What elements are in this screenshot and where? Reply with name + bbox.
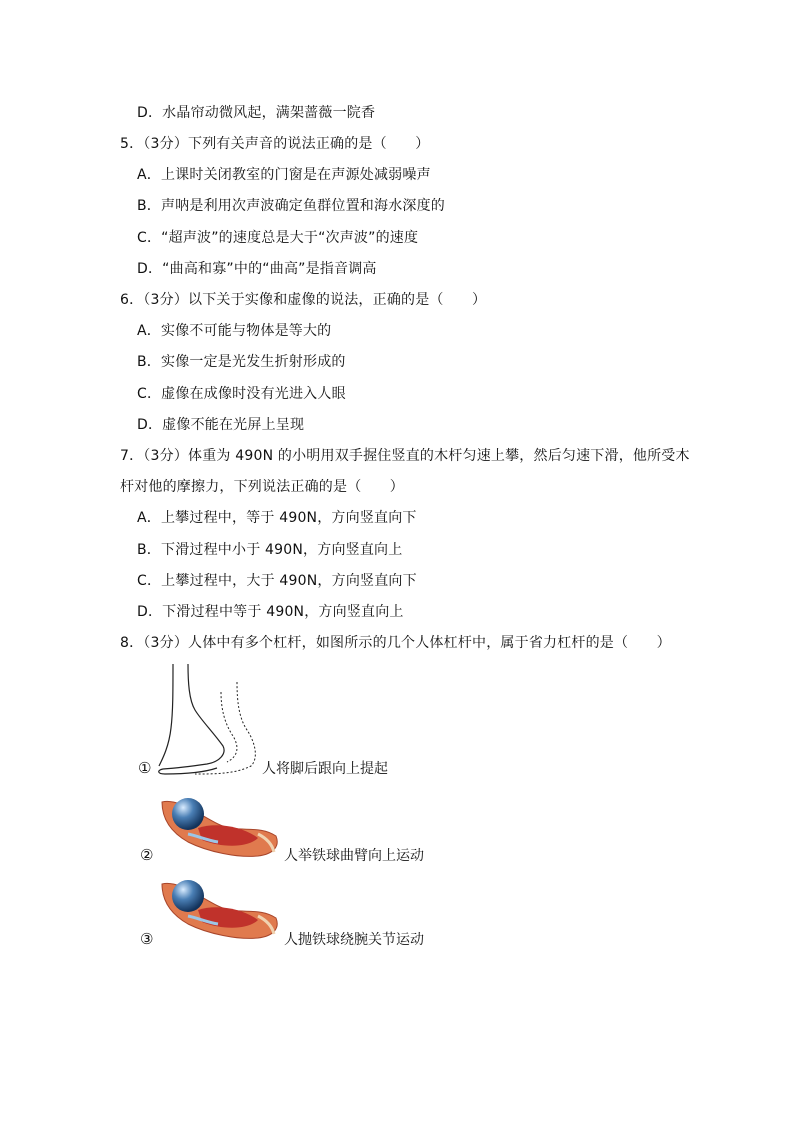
question-5-option-c: C．“超声波”的速度总是大于“次声波”的速度: [137, 230, 419, 246]
question-7-option-c: C．上攀过程中，大于 490N，方向竖直向下: [137, 573, 417, 589]
question-7-option-a: A．上攀过程中，等于 490N，方向竖直向下: [137, 510, 417, 526]
question-8-stem: 8．（3分）人体中有多个杠杆，如图所示的几个人体杠杆中，属于省力杠杆的是（ ）: [120, 635, 671, 651]
question-6-option-a: A．实像不可能与物体是等大的: [137, 323, 332, 339]
question-5-option-d: D．“曲高和寡”中的“曲高”是指音调高: [137, 261, 377, 277]
question-7-option-d: D．下滑过程中等于 490N，方向竖直向上: [137, 604, 404, 620]
question-7-stem-line1: 7．（3分）体重为 490N 的小明用双手握住竖直的木杆匀速上攀，然后匀速下滑，他所受木: [120, 448, 690, 464]
figure-2-number: ②: [140, 846, 154, 864]
figure-3-number: ③: [140, 930, 154, 948]
figure-1-caption: 人将脚后跟向上提起: [262, 761, 388, 777]
figure-3-caption: 人抛铁球绕腕关节运动: [284, 932, 424, 948]
arm-throwing-ball-illustration: [158, 876, 280, 942]
figure-2-caption: 人举铁球曲臂向上运动: [284, 848, 424, 864]
question-5-stem: 5．（3分）下列有关声音的说法正确的是（ ）: [120, 136, 430, 152]
option-d-prev: D．水晶帘动微风起，满架蔷薇一院香: [137, 105, 376, 121]
question-5-option-b: B．声呐是利用次声波确定鱼群位置和海水深度的: [137, 198, 446, 214]
question-6-option-d: D．虚像不能在光屏上呈现: [137, 417, 305, 433]
question-7-stem-line2: 杆对他的摩擦力，下列说法正确的是（ ）: [120, 479, 404, 495]
arm-lifting-ball-illustration: [158, 794, 280, 860]
question-6-option-c: C．虚像在成像时没有光进入人眼: [137, 386, 346, 402]
question-5-option-a: A．上课时关闭教室的门窗是在声源处减弱噪声: [137, 167, 431, 183]
question-6-option-b: B．实像一定是光发生折射形成的: [137, 354, 346, 370]
figure-1-number: ①: [138, 759, 152, 777]
foot-illustration: [155, 662, 265, 778]
question-7-option-b: B．下滑过程中小于 490N，方向竖直向上: [137, 542, 403, 558]
question-6-stem: 6．（3分）以下关于实像和虚像的说法，正确的是（ ）: [120, 292, 487, 308]
